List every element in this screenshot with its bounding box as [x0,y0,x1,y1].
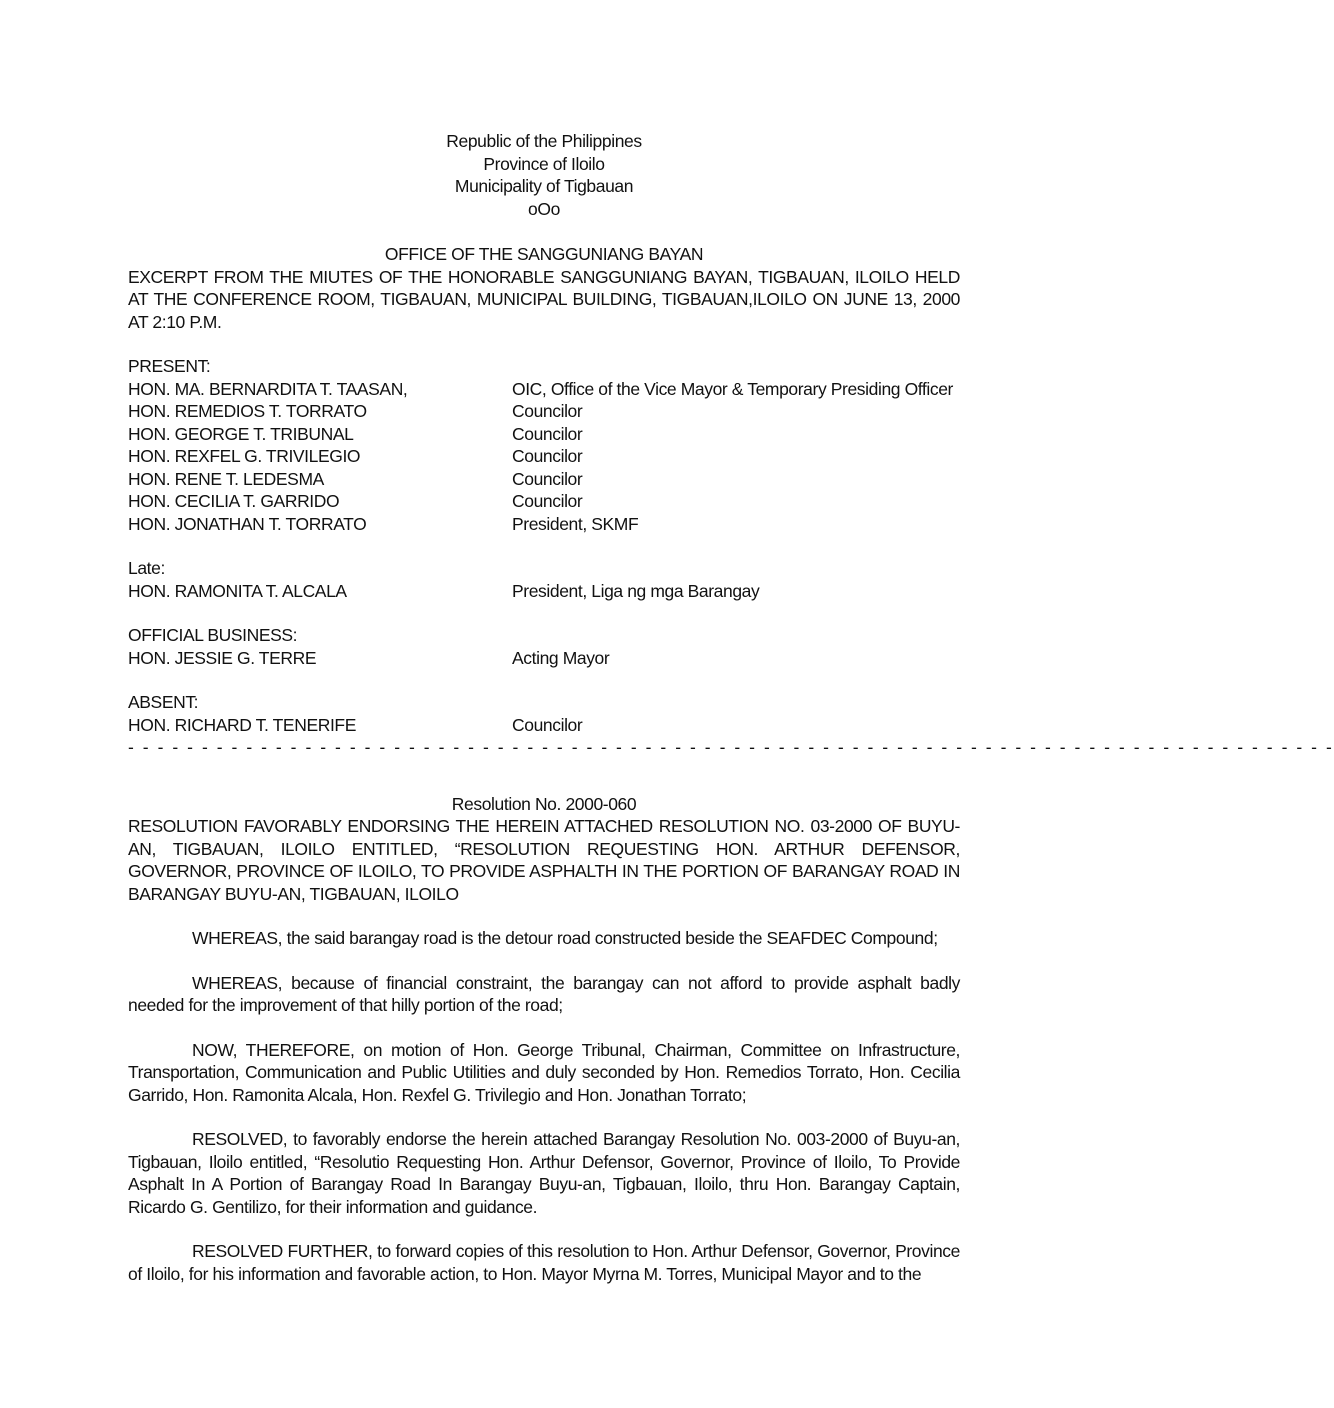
dashed-divider: - - - - - - - - - - - - - - - - - - - - - - - - - - - - - - - - - - - - - - - - - - - - - - - - - - - - - - - - - - - - - - - - - - - - - - - - - - - - - - - - - - [128,737,1334,757]
member-name: HON. RICHARD T. TENERIFE [128,714,356,735]
paragraph-text: WHEREAS, because of financial constraint, the barangay can not afford to provide asphalt badly needed for the improvement of that hilly portion of the road; [128,972,960,1015]
paragraph-text: RESOLVED, to favorably endorse the herein attached Barangay Resolution No. 003-2000 of Buyu-an, Tigbauan, Iloilo entitled, “Resolutio Requesting Hon. Arthur Defensor, Governor, Province of Iloilo, To Provide Asphalt In A Portion of Barangay Road In Barangay Buyu-an, Tigbauan, Iloilo, thru Hon. Barangay Captain, Ricardo G. Gentilizo, for their information and guidance. [128,1129,960,1217]
attendance-row [128,580,960,603]
member-role: President, Liga ng mga Barangay [512,580,760,601]
member-role: Councilor [512,423,583,444]
member-name: HON. JESSIE G. TERRE [128,647,317,668]
paragraph-text: WHEREAS, the said barangay road is the detour road constructed beside the SEAFDEC Compound; [192,928,938,948]
absent-label: ABSENT: [128,692,199,712]
resolution-paragraph [128,1240,960,1285]
member-name: HON. CECILIA T. GARRIDO [128,491,340,511]
resolution-paragraph [128,972,960,1017]
resolution-paragraph [128,927,960,950]
member-name: HON. REXFEL G. TRIVILEGIO [128,446,361,466]
letterhead-country: Republic of the Philippines [446,131,642,151]
official-business-label: OFFICIAL BUSINESS: [128,625,298,645]
absent-group [128,691,960,736]
resolution-paragraph [128,1039,960,1107]
member-role: Councilor [512,714,583,735]
attendance-row [128,468,960,491]
member-name: HON. RENE T. LEDESMA [128,468,324,489]
paragraph-text: NOW, THEREFORE, on motion of Hon. George Tribunal, Chairman, Committee on Infrastructure, Transportation, Communication and Public Utilities and duly seconded by Hon. Remedios Torrato, Hon. Cecilia Garrido, Hon. Ramonita Alcala, Hon. Rexfel G. Trivilegio and Hon. Jonathan Torrato; [128,1039,960,1105]
attendance-row [128,490,960,513]
attendance-row [128,445,960,468]
attendance-row [128,513,960,536]
letterhead-municipality: Municipality of Tigbauan [454,176,634,196]
attendance-row [128,714,960,737]
attendance-section [128,355,960,736]
resolution-paragraph [128,1128,960,1218]
document-page [128,128,1334,1285]
paragraph-text: RESOLVED FURTHER, to forward copies of this resolution to Hon. Arthur Defensor, Governor, Province of Iloilo, for his information and favorable action, to Hon. Mayor Myrna M. Torres, Municipal Mayor and to the [128,1241,960,1284]
attendance-row [128,423,960,446]
late-group [128,557,960,602]
resolution-title: RESOLUTION FAVORABLY ENDORSING THE HEREIN ATTACHED RESOLUTION NO. 03-2000 OF BUYU-AN, TIGBAUAN, ILOILO ENTITLED, “RESOLUTION REQUESTING HON. ARTHUR DEFENSOR, GOVERNOR, PROVINCE OF ILOILO, TO PROVIDE ASPHALTH IN THE PORTION OF BARANGAY ROAD IN BARANGAY BUYU-AN, TIGBAUAN, ILOILO [128,816,960,904]
present-group [128,355,960,535]
resolution-number: Resolution No. 2000-060 [451,793,637,814]
member-role: President, SKMF [512,513,639,534]
member-role: Councilor [512,468,583,489]
member-role: Councilor [512,491,583,511]
late-label: Late: [128,558,165,578]
member-name: HON. MA. BERNARDITA T. TAASAN, [128,378,408,399]
member-name: HON. REMEDIOS T. TORRATO [128,401,367,421]
letterhead-province: Province of Iloilo [483,153,605,174]
member-name: HON. JONATHAN T. TORRATO [128,513,367,534]
office-title: OFFICE OF THE SANGGUNIANG BAYAN [384,244,704,264]
letterhead-ornament: oOo [528,198,560,219]
member-name: HON. GEORGE T. TRIBUNAL [128,423,354,444]
official-business-group [128,624,960,669]
member-name: HON. RAMONITA T. ALCALA [128,580,347,601]
member-role: Councilor [512,446,583,466]
member-role: Councilor [512,401,583,421]
attendance-row [128,647,960,670]
minutes-excerpt: EXCERPT FROM THE MIUTES OF THE HONORABLE SANGGUNIANG BAYAN, TIGBAUAN, ILOILO HELD AT THE CONFERENCE ROOM, TIGBAUAN, MUNICIPAL BUILDING, TIGBAUAN,ILOILO ON JUNE 13, 2000 AT 2:10 P.M. [128,266,960,332]
member-role: Acting Mayor [512,647,610,668]
present-label: PRESENT: [128,356,211,376]
attendance-row [128,400,960,423]
letterhead [128,130,960,220]
attendance-row [128,378,960,401]
member-role: OIC, Office of the Vice Mayor & Temporary Presiding Officer [512,378,953,399]
